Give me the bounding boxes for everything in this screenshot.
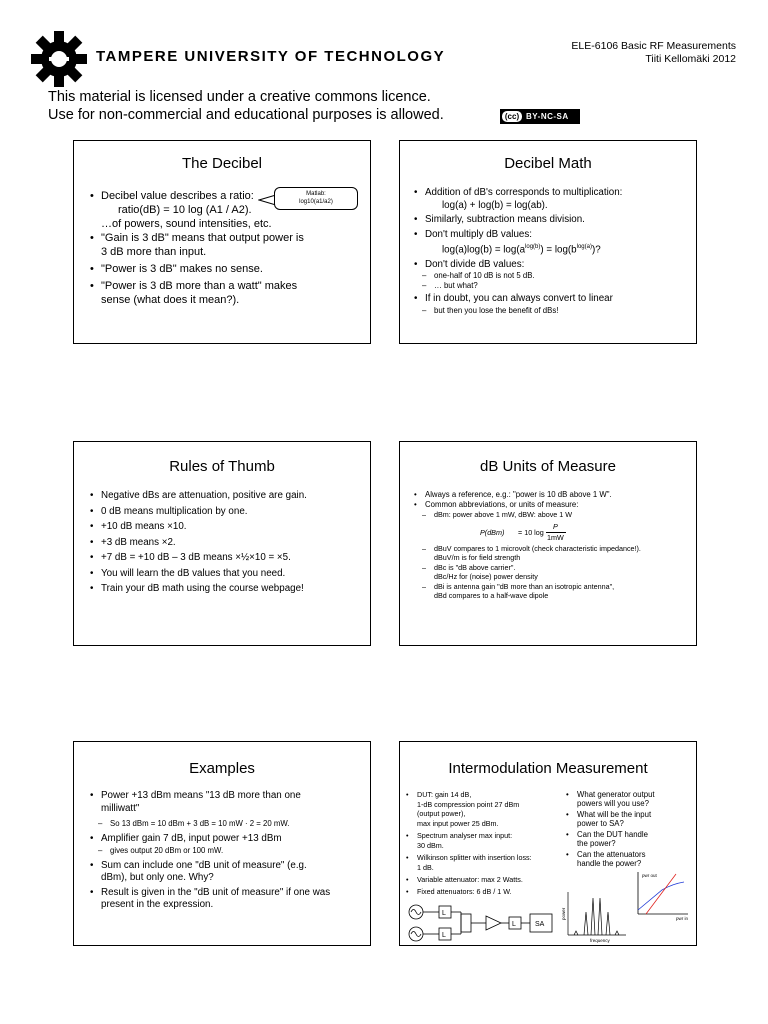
cc-icon: (cc) [502,111,522,122]
slide-title: Examples [189,760,255,777]
bullet: • Common abbreviations, or units of measure: [412,500,694,510]
bullet: • Power +13 dBm means "13 dB more than one [88,790,368,803]
licence-line-1: This material is licensed under a creative commons licence. [48,89,431,105]
slide-title: Rules of Thumb [169,458,275,475]
sub-bullet: – dBc is "dB above carrier". [412,563,694,573]
course-author: Tiiti Kellomäki 2012 [645,53,736,65]
formula: log(a) + log(b) = log(ab). [442,199,548,211]
sub-bullet-cont: dBc/Hz for (noise) power density [434,572,538,581]
spectrum-sketch [560,890,628,944]
spectrum-y-label: power [561,907,566,920]
sub-bullet: – one-half of 10 dB is not 5 dB. [412,271,694,281]
bullet: • Fixed attenuators: 6 dB / 1 W. [404,887,564,897]
sub-bullet: – So 13 dBm = 10 dBm + 3 dB = 10 mW · 2 = 20 mW. [88,819,368,829]
bullet: • Result is given in the "dB unit of measure" if one was [88,887,368,900]
bullet: • Spectrum analyser max input: 30 dBm. [404,831,564,850]
bullet: • Amplifier gain 7 dB, input power +13 dBm [88,833,368,846]
sub-bullet: – … but what? [412,281,694,291]
university-logo-icon [30,30,88,88]
sub-bullet: – dBi is antenna gain "dB more than an isotropic antenna", [412,582,694,592]
sub-bullet: – gives output 20 dBm or 100 mW. [88,846,368,856]
attenuator-label: L [442,932,446,939]
bullet: • Don't divide dB values: [412,259,694,272]
spectrum-x-label: frequency [590,938,610,943]
bullet: • Always a reference, e.g.: "power is 10 dB above 1 W". [412,490,694,500]
slide-title: The Decibel [181,155,263,172]
bullet-cont: 3 dB more than input. [101,246,207,258]
bullet-cont: present in the expression. [101,899,214,910]
slide-intermodulation [399,741,697,946]
slide-title: Decibel Math [504,155,592,172]
bullet: • 0 dB means multiplication by one. [88,506,368,519]
sub-bullet: – dBuV compares to 1 microvolt (check characteristic impedance!). [412,544,694,554]
bullet: • Sum can include one "dB unit of measure" (e.g. [88,860,368,873]
attenuator-label: L [442,910,446,917]
bullet: • Negative dBs are attenuation, positive are gain. [88,490,368,503]
university-name: TAMPERE UNIVERSITY OF TECHNOLOGY [96,48,446,65]
slide-rules-of-thumb [73,441,371,646]
formula: ratio(dB) = 10 log (A1 / A2). [118,204,252,216]
course-title: ELE-6106 Basic RF Measurements [571,40,736,52]
bullet: • Can the attenuators handle the power? [564,850,694,868]
bullet: • Variable attenuator: max 2 Watts. [404,875,564,885]
pwr-out-label: pwr out [642,873,657,878]
bullet: • DUT: gain 14 dB, 1-dB compression point 27 dBm (output power), max input power 25 dBm. [404,790,564,828]
measurement-setup-diagram [406,902,556,944]
slide-title: Intermodulation Measurement [448,760,648,777]
bullet-cont: sense (what does it mean?). [101,294,240,306]
bullet: • +3 dB means ×2. [88,537,368,550]
slide-db-units [399,441,697,646]
bullet: • What will be the input power to SA? [564,810,694,828]
bullet: • Train your dB math using the course webpage! [88,583,368,596]
slide-examples [73,741,371,946]
dbm-formula: P(dBm) = 10 log P 1mW [412,520,694,544]
bullet: • Wilkinson splitter with insertion loss: 1 dB. [404,853,564,872]
bullet: • "Power is 3 dB" makes no sense. [88,262,368,276]
note: …of powers, sound intensities, etc. [101,218,272,230]
bullet: • "Gain is 3 dB" means that output power is [88,231,368,245]
formula: $\log(a)\log(b) = \log(a^{log(b)}) = \log(b^{log(a)})$? [442,244,601,256]
bullet: • If in doubt, you can always convert to linear [412,293,694,306]
sub-bullet-cont: dBd compares to a half-wave dipole [434,591,549,600]
slide-decibel-math [399,140,697,344]
slide-title: dB Units of Measure [480,458,616,475]
bullet: • +10 dB means ×10. [88,521,368,534]
bullet-cont: milliwatt" [101,802,140,814]
bullet: • What generator output powers will you use? [564,790,694,808]
bullet-cont: dBm), but only one. Why? [101,872,214,883]
power-transfer-plot [632,868,694,922]
cc-licence-badge[interactable] [500,109,580,124]
attenuator-label: L [512,921,516,928]
bullet: • Decibel value describes a ratio: [88,189,368,203]
cc-badge-text: BY-NC-SA [526,112,569,121]
pwr-in-label: pwr in [676,916,689,921]
licence-line-2: Use for non-commercial and educational purposes is allowed. [48,107,444,123]
sub-bullet: – but then you lose the benefit of dBs! [412,306,694,316]
bullet: • Don't multiply dB values: [412,229,694,242]
matlab-callout: Matlab: log10(a1/a2) [274,187,358,210]
bullet: • Similarly, subtraction means division. [412,214,694,227]
bullet: • +7 dB = +10 dB – 3 dB means ×½×10 = ×5. [88,552,368,565]
sub-bullet: – dBm: power above 1 mW, dBW: above 1 W [412,510,694,520]
bullet: • Addition of dB's corresponds to multiplication: [412,187,694,200]
spectrum-analyser-label: SA [535,921,545,928]
bullet: • You will learn the dB values that you need. [88,568,368,581]
slide-the-decibel [73,140,371,344]
bullet: • Can the DUT handle the power? [564,830,694,848]
bullet: • "Power is 3 dB more than a watt" makes [88,279,368,293]
sub-bullet-cont: dBuV/m is for field strength [434,553,521,562]
